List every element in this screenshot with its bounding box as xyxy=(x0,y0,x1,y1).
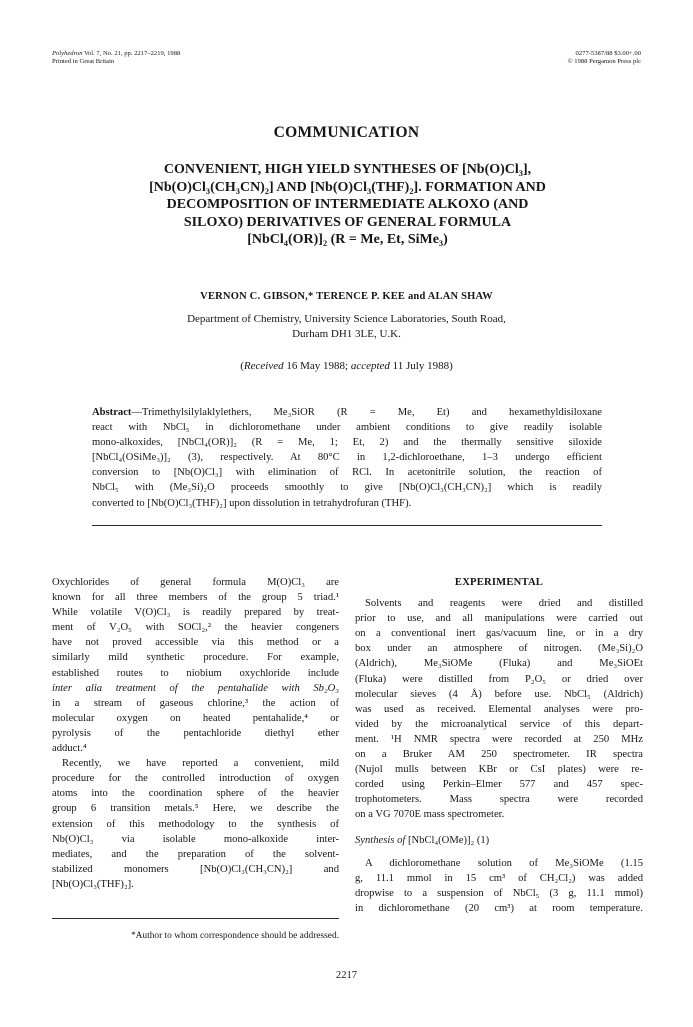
body-line: prior to use, and all manipulations were carried out xyxy=(355,613,643,625)
body-line: (Nujol mulls between KBr or CsI plates) were re- xyxy=(355,764,643,776)
abstract-line: conversion to [Nb(O)Cl₃] with elimination of RCl. In acetonitrile solution, the reaction of xyxy=(92,467,602,479)
body-line: Nb(O)Cl₃ via isolable mono-alkoxide inter- xyxy=(52,833,339,845)
body-line: inter alia treatment of the pentahalide with Sb₂O₃ xyxy=(52,682,339,694)
body-line: dropwise to a suspension of NbCl₅ (3 g, 11.1 mmol) xyxy=(355,887,643,899)
copyright: © 1988 Pergamon Press plc xyxy=(567,58,641,66)
body-line: pyrolysis of the pentachloride diethyl ether xyxy=(52,727,339,739)
body-line: While volatile V(O)Cl₃ is readily prepared by treat- xyxy=(52,607,339,619)
section-label: COMMUNICATION xyxy=(273,124,420,141)
body-line: known for all three members of the group 5 triad.¹ xyxy=(52,592,339,604)
body-line: Recently, we have reported a convenient, mild xyxy=(62,758,339,770)
body-line: in a stream of gaseous chlorine,³ the action of xyxy=(52,697,339,709)
body-line: procedure for the controlled introduction of oxygen xyxy=(52,773,339,785)
title-line: [Nb(O)Cl₃(CH₃CN)₂] AND [Nb(O)Cl₃(THF)₂]. FORMATION AND xyxy=(149,179,546,195)
accepted-label: accepted xyxy=(350,360,390,372)
accepted-date: 11 July 1988) xyxy=(389,360,453,372)
issn-price: 0277-5387/88 $3.00+.00 xyxy=(575,50,641,57)
body-line: in dichloromethane (20 cm³) at room temperature. xyxy=(355,902,643,914)
running-header-right xyxy=(568,50,641,67)
title-line: [NbCl₄(OR)]₂ (R = Me, Et, SiMe₃) xyxy=(247,232,448,248)
abstract-line: react with NbCl₅ in dichloromethane under ambient conditions to give readily isolable xyxy=(92,422,602,434)
body-line: atoms into the coordination sphere of the heavier xyxy=(52,788,339,800)
abstract xyxy=(92,405,602,511)
body-line: vided by the microanalytical service of this depart- xyxy=(355,718,643,730)
footnote-divider xyxy=(52,918,339,919)
body-line: on a conventional inert gas/vacuum line, or in a dry xyxy=(355,628,643,640)
received-label: Received xyxy=(243,360,284,372)
affiliation-line: Department of Chemistry, University Science Laboratories, South Road, xyxy=(187,313,506,325)
abstract-line: converted to [Nb(O)Cl₃(THF)₂] upon dissolution in tetrahydrofuran (THF). xyxy=(92,497,412,509)
abstract-line: [NbCl₄(OSiMe₃)]₂ (3), respectively. At 80°C in 1,2-dichloroethane, 1–3 undergo efficient xyxy=(92,452,602,464)
body-line: group 6 transition metals.⁵ Here, we describe the xyxy=(52,803,339,815)
body-line: was used as received. Elemental analyses were pro- xyxy=(355,703,643,715)
experimental-heading: EXPERIMENTAL xyxy=(454,577,544,588)
body-line: A dichloromethane solution of Me₃SiOMe (1.15 xyxy=(365,857,643,869)
title-line: DECOMPOSITION OF INTERMEDIATE ALKOXO (AND xyxy=(166,197,529,213)
title-line: SILOXO) DERIVATIVES OF GENERAL FORMULA xyxy=(183,214,512,230)
body-line: on a VG 7070E mass spectrometer. xyxy=(355,809,505,821)
abstract-line: mono-alkoxides, [NbCl₄(OR)]₂ (R = Me, 1; Et, 2) and the thermally sensitive siloxide xyxy=(92,437,602,449)
body-line: adduct.⁴ xyxy=(52,743,87,755)
body-line: ment of V₂O₅ with SOCl₂,² the heavier congeners xyxy=(52,622,339,634)
printed-in: Printed in Great Britain xyxy=(52,58,115,66)
body-left-column xyxy=(52,575,339,892)
body-line: molecular sieves (4 Å) before use. NbCl₅ (Aldrich) xyxy=(355,688,643,700)
body-line: [Nb(O)Cl₃(THF)₂]. xyxy=(52,878,134,890)
body-line: trophotometers. Mass spectra were recorded xyxy=(355,794,643,806)
received-dates: (Received 16 May 1988; accepted 11 July 1988) xyxy=(240,360,453,372)
affiliation xyxy=(0,312,693,342)
body-line: stabilized monomers [Nb(O)Cl₃(CH₃CN)₂] and xyxy=(52,863,339,875)
author-footnote: *Author to whom correspondence should be addressed. xyxy=(130,931,339,941)
page-number: 2217 xyxy=(335,970,358,981)
abstract-line: Abstract—Trimethylsilylaklylethers, Me₃SiOR (R = Me, Et) and hexamethyldisiloxane xyxy=(92,407,602,418)
body-line: molecular oxygen on heated pentahalide,⁴ or xyxy=(52,712,339,724)
body-line: ment. ¹H NMR spectra were recorded at 250 MHz xyxy=(355,733,643,745)
title-line: CONVENIENT, HIGH YIELD SYNTHESES OF [Nb(O)Cl₃], xyxy=(163,162,532,177)
abstract-label: Abstract xyxy=(92,407,132,418)
body-line: have not proved accessible via this method or a xyxy=(52,637,339,649)
body-line: corded using Perkin–Elmer 577 and 457 spec- xyxy=(355,779,643,791)
synthesis-heading: Synthesis of [NbCl₄(OMe)]₂ (1) xyxy=(355,834,490,846)
body-line: (Aldrich), Me₃SiOMe (Fluka) and Me₃SiOEt xyxy=(355,658,643,670)
body-line: box under an atmosphere of nitrogen. (Me₃Si)₂O xyxy=(355,643,643,655)
body-line: mediates, and the preparation of the solvent- xyxy=(52,848,339,860)
abstract-line: NbCl₅ with (Me₃Si)₂O proceeds smoothly to give [Nb(O)Cl₃(CH₃CN)₂] which is readily xyxy=(92,482,602,494)
body-line: (Fluka) were distilled from P₂O₅ or dried over xyxy=(355,673,643,685)
body-line: g, 11.1 mmol in 15 cm³ of CH₂Cl₂) was added xyxy=(355,872,643,884)
running-header-left xyxy=(52,50,180,67)
article-title xyxy=(120,161,575,249)
body-right-column xyxy=(355,575,643,916)
abstract-divider xyxy=(92,525,602,526)
journal-name: Polyhedron xyxy=(52,50,83,57)
body-line: extension of this methodology to the synthesis of xyxy=(52,818,339,830)
received-date: 16 May 1988; xyxy=(283,360,351,372)
journal-citation: Vol. 7, No. 21, pp. 2217–2219, 1988 xyxy=(84,50,181,57)
body-line: on a Bruker AM 250 spectrometer. IR spectra xyxy=(355,749,643,761)
author-list: VERNON C. GIBSON,* TERENCE P. KEE and ALAN SHAW xyxy=(200,291,493,302)
body-line: Solvents and reagents were dried and distilled xyxy=(365,598,643,610)
body-line: Oxychlorides of general formula M(O)Cl₃ are xyxy=(52,577,339,588)
body-line: similarly mild synthetic procedure. For example, xyxy=(52,652,339,664)
body-line: established routes to niobium oxychloride include xyxy=(52,667,339,679)
affiliation-line: Durham DH1 3LE, U.K. xyxy=(292,328,401,340)
